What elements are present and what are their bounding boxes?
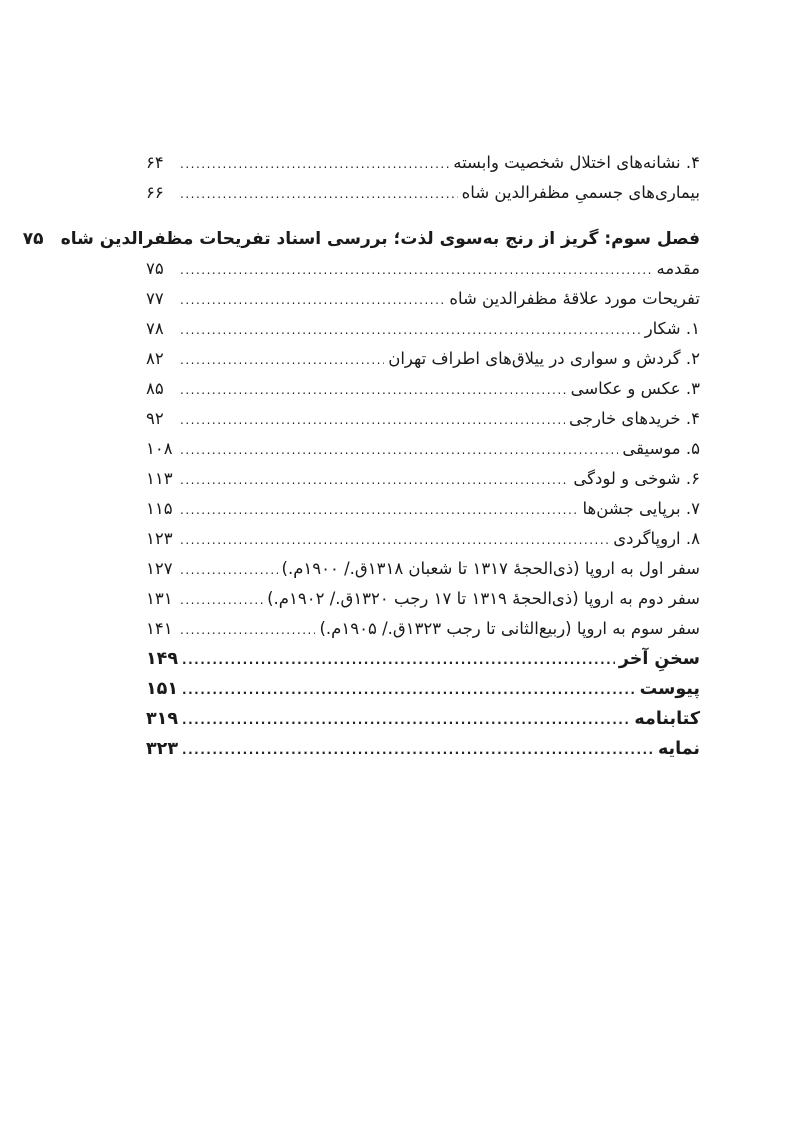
toc-entry-title: سفر سوم به اروپا (ربیع‌الثانی تا رجب ۱۳۲۳ق./ ۱۹۰۵م.) — [319, 619, 700, 638]
leader-dots — [180, 179, 458, 209]
leader-dots — [182, 645, 615, 675]
toc-entry-page: ۳۲۳ — [146, 739, 179, 759]
toc-entry-page: ۳۱۹ — [146, 709, 179, 729]
toc-entry-title: ۲. گردش و سواری در ییلاق‌های اطراف تهران — [388, 349, 700, 368]
leader-dots — [180, 375, 567, 405]
leader-dots — [182, 705, 630, 735]
leader-dots — [180, 615, 315, 645]
leader-dots — [180, 555, 278, 585]
toc-entry-title: سفر دوم به اروپا (ذی‌الحجهٔ ۱۳۱۹ تا ۱۷ رجب ۱۳۲۰ق./ ۱۹۰۲م.) — [267, 589, 700, 608]
toc-entry-second-trip — [146, 584, 700, 614]
table-of-contents — [22, 148, 700, 764]
toc-entry-page: ۷۷ — [146, 289, 164, 308]
toc-entry-foreign-purchases — [146, 404, 700, 434]
toc-entry-excursions — [146, 344, 700, 374]
leader-dots — [182, 735, 654, 765]
toc-entry-page: ۸۲ — [146, 349, 164, 368]
toc-entry-page: ۶۴ — [146, 153, 164, 172]
toc-entry-page: ۱۱۵ — [146, 499, 173, 518]
toc-entry-title: کتابنامه — [634, 709, 700, 729]
toc-entry-title: پیوست — [639, 679, 700, 699]
toc-entry-page: ۷۵ — [146, 259, 164, 278]
toc-entry-title: سفر اول به اروپا (ذی‌الحجهٔ ۱۳۱۷ تا شعبان ۱۳۱۸ق./ ۱۹۰۰م.) — [281, 559, 700, 578]
toc-entry-chapter-three — [22, 224, 700, 254]
toc-entry-title: مقدمه — [656, 259, 700, 278]
toc-entry-page: ۱۰۸ — [146, 439, 173, 458]
toc-entry-title: فصل سوم: گریز از رنج به‌سوی لذت؛ بررسی اسناد تفریحات مظفرالدین شاه — [60, 229, 700, 249]
toc-entry-title: ۵. موسیقی — [622, 439, 700, 458]
toc-entry-page: ۶۶ — [146, 183, 164, 202]
toc-entry-page: ۹۲ — [146, 409, 164, 428]
toc-entry-europe-travel — [146, 524, 700, 554]
leader-dots — [180, 495, 579, 525]
toc-entry-page: ۱۲۳ — [146, 529, 173, 548]
toc-entry-first-trip — [146, 554, 700, 584]
toc-entry-page: ۷۵ — [22, 229, 44, 249]
toc-entry-appendix — [146, 674, 700, 704]
toc-entry-title: نمایه — [657, 739, 700, 759]
leader-dots — [180, 465, 569, 495]
toc-entry-bibliography — [146, 704, 700, 734]
toc-entry-jesting — [146, 464, 700, 494]
toc-entry-physical-illnesses — [146, 178, 700, 208]
leader-dots — [180, 149, 449, 179]
toc-entry-page: ۱۳۱ — [146, 589, 173, 608]
toc-entry-page: ۷۸ — [146, 319, 164, 338]
leader-dots — [180, 435, 618, 465]
toc-entry-title: ۳. عکس و عکاسی — [570, 379, 700, 398]
toc-entry-title: ۸. اروپاگردی — [613, 529, 700, 548]
toc-entry-page: ۱۱۳ — [146, 469, 173, 488]
spacer — [146, 208, 700, 224]
toc-entry-title: بیماری‌های جسمیِ مظفرالدین شاه — [461, 183, 700, 202]
toc-entry-page: ۱۴۹ — [146, 649, 179, 669]
leader-dots — [180, 255, 652, 285]
toc-entry-title: ۶. شوخی و لودگی — [573, 469, 700, 488]
leader-dots — [180, 345, 384, 375]
leader-dots — [182, 675, 636, 705]
toc-entry-title: ۴. خریدهای خارجی — [569, 409, 700, 428]
toc-entry-index — [146, 734, 700, 764]
toc-entry-title: ۴. نشانه‌های اختلال شخصیت وابسته — [453, 153, 700, 172]
leader-dots — [180, 405, 565, 435]
toc-entry-title: سخنِ آخر — [618, 649, 700, 669]
toc-entry-hunting — [146, 314, 700, 344]
toc-entry-music — [146, 434, 700, 464]
leader-dots — [180, 315, 641, 345]
toc-entry-celebrations — [146, 494, 700, 524]
toc-entry-title: ۱. شکار — [644, 319, 700, 338]
toc-entry-title: تفریحات مورد علاقهٔ مظفرالدین شاه — [449, 289, 700, 308]
toc-entry-page: ۸۵ — [146, 379, 164, 398]
toc-entry-title: ۷. برپایی جشن‌ها — [582, 499, 700, 518]
toc-entry-page: ۱۴۱ — [146, 619, 173, 638]
leader-dots — [180, 585, 263, 615]
toc-entry-introduction — [146, 254, 700, 284]
toc-entry-final-word — [146, 644, 700, 674]
toc-entry-dependent-personality-signs — [146, 148, 700, 178]
toc-entry-page: ۱۲۷ — [146, 559, 173, 578]
leader-dots — [180, 525, 609, 555]
toc-entry-page: ۱۵۱ — [146, 679, 179, 699]
toc-entry-third-trip — [146, 614, 700, 644]
toc-entry-favorite-pastimes — [146, 284, 700, 314]
toc-entry-photography — [146, 374, 700, 404]
leader-dots — [180, 285, 445, 315]
